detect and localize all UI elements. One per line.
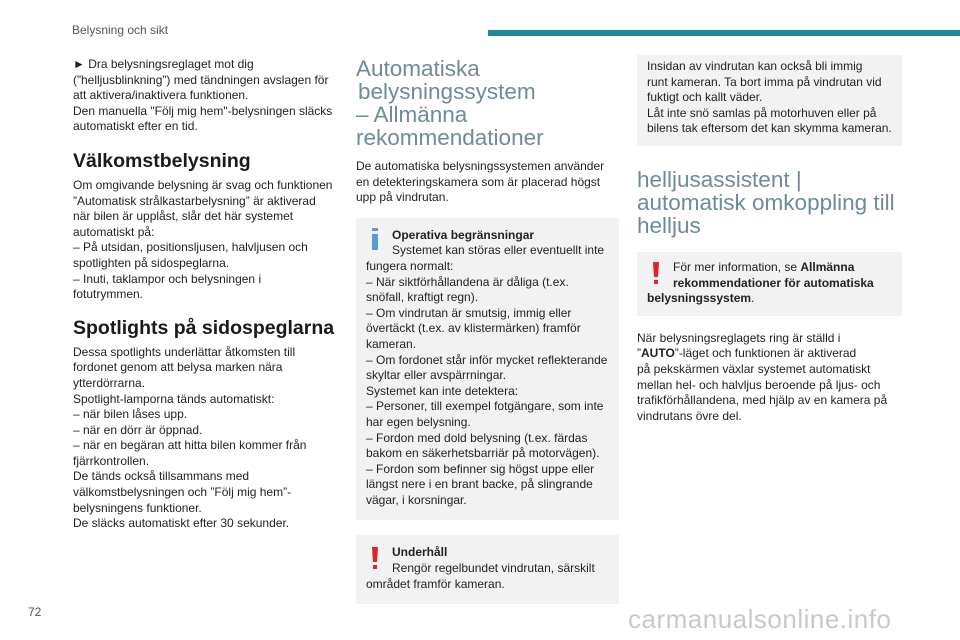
text-line: upp på vindrutan. <box>356 190 449 205</box>
text-fragment: ” <box>637 346 641 361</box>
text-line: bakom en säkerhetsbarriär på motorvägen). <box>366 446 600 461</box>
text-line: trafikförhållandena, med hjälp av en kamera på <box>637 393 888 408</box>
text-line: snöfall, kraftigt regn). <box>366 290 479 305</box>
spotlights-paragraph <box>73 345 341 532</box>
helljus-paragraph <box>637 331 902 425</box>
text-line: en detekteringskamera som är placerad högst <box>356 174 601 189</box>
warning-icon <box>368 547 382 569</box>
text-line: – när en dörr är öppnad. <box>73 422 203 437</box>
text-line: Spotlight-lamporna tänds automatiskt: <box>73 391 275 406</box>
heading-line: automatisk omkoppling till <box>637 189 895 215</box>
text-line: – när en begäran att hitta bilen kommer från <box>73 438 307 453</box>
text-line: Systemet kan störas eller eventuellt inte <box>392 243 605 258</box>
note-body <box>366 228 609 509</box>
heading-line: Automatiska <box>356 56 480 81</box>
note-body <box>647 260 892 307</box>
note-link-text: belysningssystem <box>647 291 752 306</box>
heading-helljusassistent <box>637 168 902 237</box>
note-imma <box>637 55 902 146</box>
text-line: Insidan av vindrutan kan också bli immig <box>647 59 863 73</box>
text-line: belysningens funktioner. <box>73 500 202 515</box>
text-line: Dessa spotlights underlättar åtkomsten till <box>73 344 296 359</box>
watermark: carmanualsonline.info <box>628 604 892 634</box>
text-line: området framför kameran. <box>366 576 505 591</box>
text-line: fotutrymmen. <box>73 287 144 302</box>
text-line: – Fordon som befinner sig högst uppe eller <box>366 461 595 476</box>
note-body <box>366 545 609 592</box>
intro-paragraph <box>356 159 619 206</box>
column-1 <box>73 55 341 532</box>
text-line: – när bilen låses upp. <box>73 407 188 422</box>
text-line: längst nere i en brant backe, på slingrande <box>366 477 593 492</box>
page-number: 72 <box>28 605 42 619</box>
column-3 <box>637 55 902 424</box>
text-line: att aktivera/inaktivera funktionen. <box>73 88 249 103</box>
text-line: Systemet kan inte detektera: <box>366 383 519 398</box>
text-line: ► Dra belysningsreglaget mot dig <box>73 57 254 71</box>
text-line: har egen belysning. <box>366 414 471 429</box>
heading-line: – Allmänna <box>356 102 468 127</box>
text-line: – Fordon med dold belysning (t.ex. färdas <box>366 430 588 445</box>
note-title: Underhåll <box>392 545 448 560</box>
text-line: De tänds också tillsammans med <box>73 469 250 484</box>
text-line: fordonet genom att belysa marken nära <box>73 360 283 375</box>
info-icon <box>368 228 382 250</box>
heading-line: helljusassistent | <box>637 166 802 192</box>
note-title: Operativa begränsningar <box>392 227 535 242</box>
heading-valkomstbelysning: Välkomstbelysning <box>73 149 251 172</box>
text-line: – På utsidan, positionsljusen, halvljusen och <box>73 240 308 255</box>
note-operativa-begransningar <box>356 218 619 521</box>
text-line: – Personer, till exempel fotgängare, som inte <box>366 399 604 414</box>
heading-spotlights: Spotlights på sidospeglarna <box>73 316 335 339</box>
intro-paragraph <box>73 57 341 135</box>
note-link-text: Allmänna <box>800 259 855 274</box>
text-line: fungera normalt: <box>366 258 454 273</box>
note-text: . <box>751 291 755 306</box>
heading-automatiska-belysningssystem <box>356 57 619 149</box>
text-line: De automatiska belysningssystemen använder <box>356 159 605 173</box>
text-line: Den manuella "Följ mig hem"-belysningen släcks <box>73 103 333 118</box>
text-line: (”helljusblinkning”) med tändningen avslagen för <box>73 72 329 87</box>
text-line: skyltar eller avspärrningar. <box>366 368 507 383</box>
text-line: – Om fordonet står inför mycket reflekterande <box>366 352 608 367</box>
text-line: runt kameran. Ta bort imma på vindrutan vid <box>647 74 882 89</box>
text-line: vindrutans övre del. <box>637 408 742 423</box>
text-line: övertäckt (t.ex. av klistermärken) framför <box>366 321 581 336</box>
text-line: När belysningsreglagets ring är ställd i <box>637 330 841 345</box>
text-line: Om omgivande belysning är svag och funktionen <box>73 177 333 192</box>
header-accent-bar <box>488 30 960 36</box>
heading-line: rekommendationer <box>356 125 544 150</box>
text-line: Låt inte snö samlas på motorhuven eller på <box>647 105 877 120</box>
note-mer-information <box>637 252 902 316</box>
text-line: fuktigt och kallt väder. <box>647 90 763 105</box>
text-line: välkomstbelysningen och ”Följ mig hem”- <box>73 485 292 500</box>
column-2 <box>356 55 619 604</box>
text-line: ”Automatisk strålkastarbelysning” är aktiverad <box>73 193 316 208</box>
text-line: kameran. <box>366 336 417 351</box>
valkomstbelysning-paragraph <box>73 178 341 303</box>
text-line: De släcks automatiskt efter 30 sekunder. <box>73 516 290 531</box>
note-underhall <box>356 535 619 604</box>
section-title: Belysning och sikt <box>72 23 169 37</box>
text-line: bilens tak eftersom det kan skymma kameran. <box>647 121 892 136</box>
text-fragment: ”-läget och funktionen är aktiverad <box>674 346 857 361</box>
note-body <box>647 59 892 137</box>
text-line: vägar, i korsningar. <box>366 492 467 507</box>
text-line: – Om vindrutan är smutsig, immig eller <box>366 305 572 320</box>
note-link-text: rekommendationer för automatiska <box>673 275 874 290</box>
text-line: – När siktförhållandena är dåliga (t.ex. <box>366 274 569 289</box>
heading-line: helljus <box>637 212 701 238</box>
heading-line: belysningssystem <box>358 79 536 104</box>
text-line: Rengör regelbundet vindrutan, särskilt <box>392 561 595 576</box>
text-line: på pekskärmen växlar systemet automatiskt <box>637 361 871 376</box>
text-line: mellan hel- och halvljus beroende på ljus- och <box>637 377 881 392</box>
auto-label: AUTO <box>641 346 675 361</box>
note-text: För mer information, se <box>673 259 801 274</box>
text-line: fjärrkontrollen. <box>73 453 150 468</box>
text-line: automatiskt på: <box>73 224 155 239</box>
text-line: när bilen är upplåst, slår det här systemet <box>73 209 294 224</box>
text-line: automatiskt efter en tid. <box>73 119 198 134</box>
warning-icon <box>649 262 663 284</box>
text-line: spotlighten på sidospeglarna. <box>73 255 230 270</box>
text-line: – Inuti, taklampor och belysningen i <box>73 271 262 286</box>
text-line: ytterdörrarna. <box>73 375 146 390</box>
